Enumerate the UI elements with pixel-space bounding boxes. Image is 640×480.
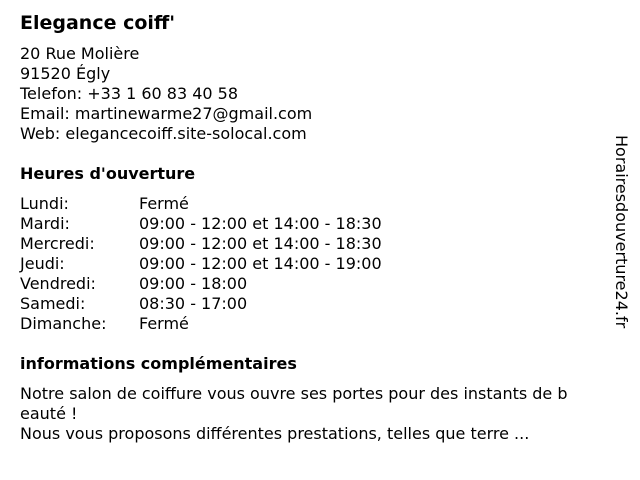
phone-number: Telefon: +33 1 60 83 40 58 [20,84,239,103]
day-label: Mardi: [20,214,70,233]
time-value: 09:00 - 12:00 et 14:00 - 19:00 [139,254,382,273]
street-address: 20 Rue Molière [20,44,140,63]
time-value: 09:00 - 18:00 [139,274,248,293]
site-watermark: Horairesdouverture24.fr [612,135,631,329]
time-value: 09:00 - 12:00 et 14:00 - 18:30 [139,234,382,253]
hours-heading: Heures d'ouverture [20,164,196,183]
city-address: 91520 Égly [20,64,111,83]
info-heading: informations complémentaires [20,354,297,373]
time-value: 08:30 - 17:00 [139,294,248,313]
day-label: Vendredi: [20,274,96,293]
description-line: Nous vous proposons différentes prestations, telles que terre ... [20,424,530,443]
email-address: Email: martinewarme27@gmail.com [20,104,313,123]
day-label: Mercredi: [20,234,95,253]
description-line: eauté ! [20,404,78,423]
day-label: Lundi: [20,194,69,213]
business-name: Elegance coiff' [20,12,176,34]
watermark-container [609,135,633,345]
day-label: Samedi: [20,294,86,313]
time-value: Fermé [139,194,189,213]
website-address: Web: elegancecoiff.site-solocal.com [20,124,307,143]
time-value: 09:00 - 12:00 et 14:00 - 18:30 [139,214,382,233]
description-line: Notre salon de coiffure vous ouvre ses portes pour des instants de b [20,384,568,403]
description [20,384,620,444]
contact-block [20,44,312,144]
day-label: Jeudi: [20,254,65,273]
day-label: Dimanche: [20,314,107,333]
time-value: Fermé [139,314,189,333]
